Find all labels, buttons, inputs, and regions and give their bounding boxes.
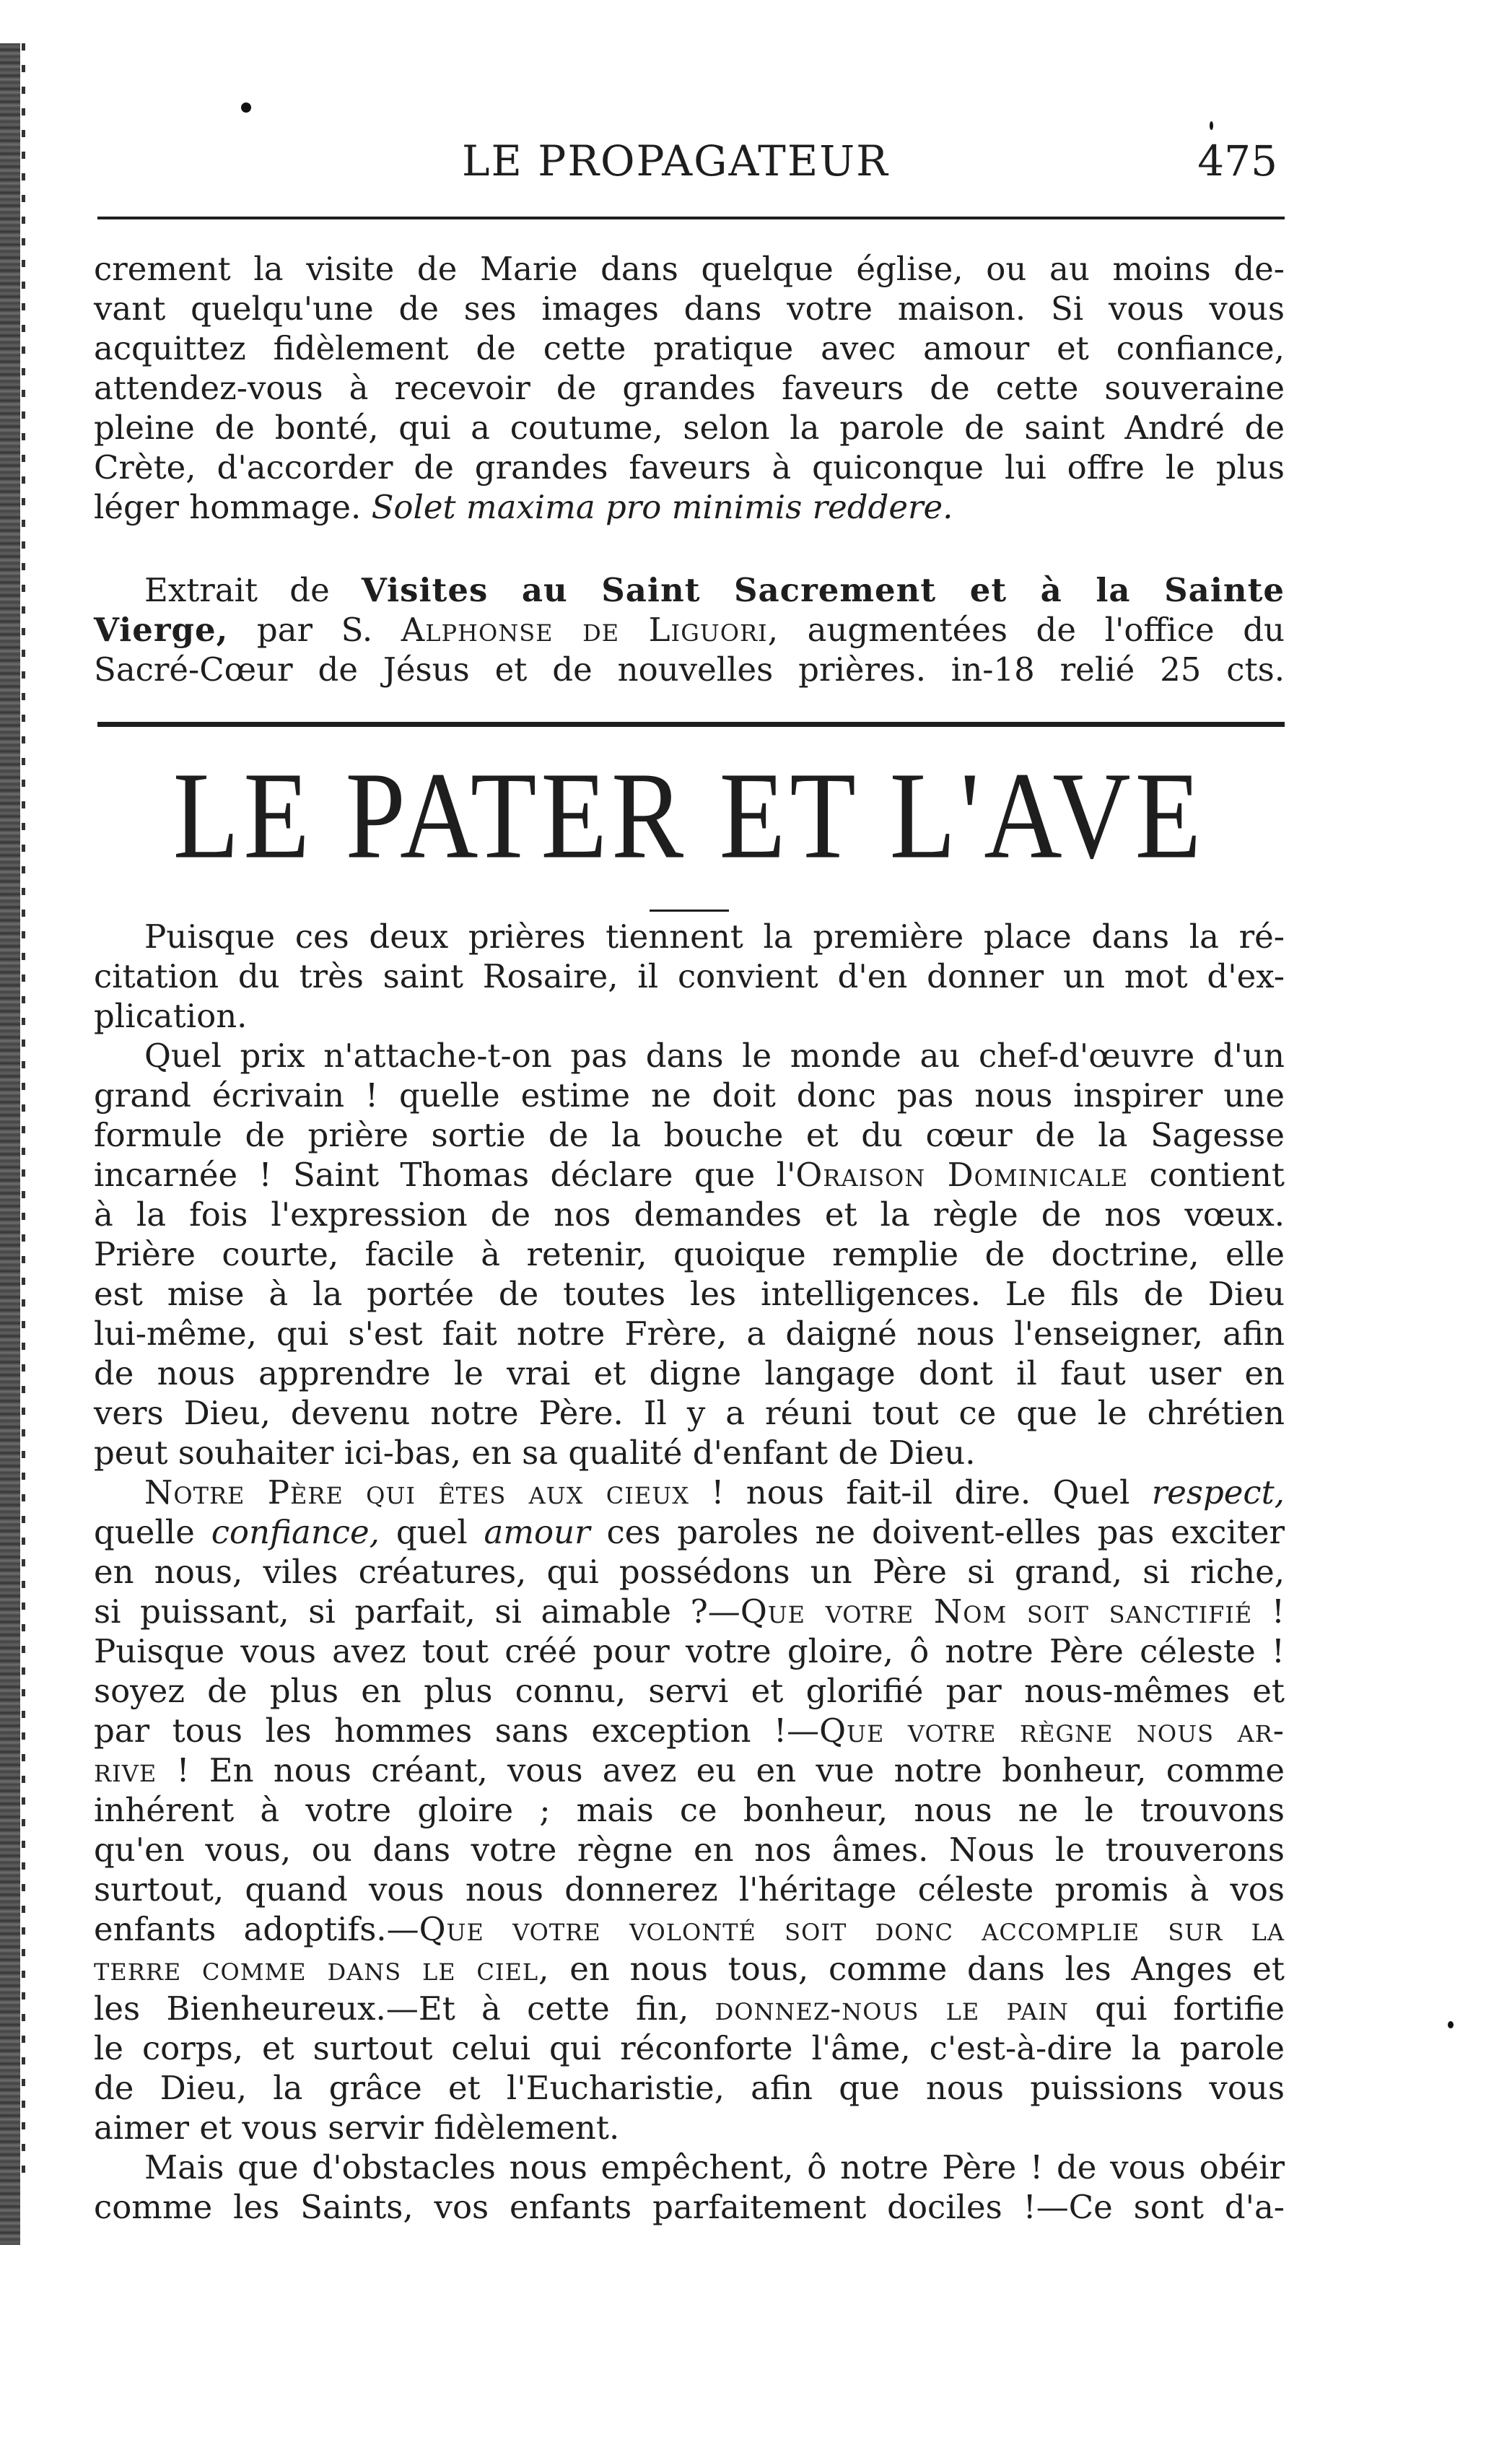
text-line: de nous apprendre le vrai et digne langage dont il faut user en — [94, 1354, 1285, 1392]
intro-paragraph — [94, 249, 1285, 527]
text-span: en nous tous, comme dans les Anges et — [549, 1950, 1285, 1988]
text-span: ! nous fait-il dire. Quel — [689, 1473, 1152, 1512]
text-line: peut souhaiter ici-bas, en sa qualité d'enfant de Dieu. — [94, 1434, 976, 1472]
text-span: augmentées de l'office du — [779, 611, 1285, 649]
text-span: Extrait de — [144, 571, 362, 609]
text-line: Prière courte, facile à retenir, quoique remplie de doctrine, elle — [94, 1235, 1285, 1273]
page-number: 475 — [1197, 136, 1277, 186]
text-line: grand écrivain ! quelle estime ne doit donc pas nous inspirer une — [94, 1076, 1285, 1115]
text-line: est mise à la portée de toutes les intelligences. Le fils de Dieu — [94, 1275, 1285, 1313]
text-span: ! — [1252, 1592, 1285, 1631]
text-line: lui-même, qui s'est fait notre Frère, a daigné nous l'enseigner, afin — [94, 1314, 1285, 1353]
text-line: attendez-vous à recevoir de grandes faveurs de cette souveraine — [94, 369, 1285, 407]
text-line: plication. — [94, 997, 248, 1035]
text-span: si puissant, si parfait, si aimable ?— — [94, 1592, 740, 1631]
text-line: crement la visite de Marie dans quelque église, ou au moins de- — [94, 250, 1285, 288]
book-title: Visites au Saint Sacrement et à la Sainte — [361, 571, 1285, 609]
smallcaps-span: rive — [94, 1751, 157, 1789]
text-line — [94, 1711, 1285, 1750]
text-line: vant quelqu'une de ses images dans votre maison. Si vous vous — [94, 289, 1285, 328]
text-span: les Bienheureux.—Et à cette fin, — [94, 1989, 715, 2028]
text-span: incarnée ! Saint Thomas déclare que l' — [94, 1156, 796, 1194]
ink-speck — [241, 103, 251, 113]
text-line: qu'en vous, ou dans votre règne en nos âmes. Nous le trouverons — [94, 1831, 1285, 1869]
text-line: Crète, d'accorder de grandes faveurs à quiconque lui offre le plus — [94, 448, 1285, 487]
text-span: qui fortifie — [1068, 1989, 1285, 2028]
italic-span: confiance, — [211, 1513, 380, 1551]
text-line — [94, 1989, 1285, 2028]
text-span: ! En nous créant, vous avez eu en vue notre bonheur, comme — [157, 1751, 1285, 1789]
text-line — [94, 1473, 1285, 1512]
italic-span: amour — [484, 1513, 590, 1551]
text-line — [94, 610, 1285, 650]
author-name: Alphonse de Liguori, — [401, 611, 779, 649]
article-body — [94, 917, 1285, 2227]
text-line — [94, 1949, 1285, 1989]
text-span: ces paroles ne doivent-elles pas exciter — [590, 1513, 1285, 1551]
text-span: par S. — [228, 611, 401, 649]
section-rule — [97, 722, 1285, 727]
binding-edge — [22, 43, 25, 2173]
text-line: citation du très saint Rosaire, il convient d'en donner un mot d'ex- — [94, 957, 1285, 995]
latin-quote: Solet maxima pro minimis reddere. — [371, 488, 953, 526]
text-line: soyez de plus en plus connu, servi et glorifié par nous-mêmes et — [94, 1672, 1285, 1710]
text-line: Mais que d'obstacles nous empêchent, ô notre Père ! de vous obéir — [144, 2148, 1285, 2186]
text-span: contient — [1128, 1156, 1285, 1194]
smallcaps-span: Que votre Nom soit sanctifié — [740, 1592, 1253, 1631]
smallcaps-span: terre comme dans le ciel, — [94, 1950, 550, 1988]
text-span: par tous les hommes sans exception !— — [94, 1711, 820, 1750]
italic-span: respect, — [1151, 1473, 1285, 1512]
smallcaps-span: Que votre règne nous ar- — [819, 1711, 1285, 1750]
text-line: le corps, et surtout celui qui réconforte l'âme, c'est-à-dire la parole — [94, 2029, 1285, 2067]
text-span: enfants adoptifs.— — [94, 1910, 419, 1948]
text-line: pleine de bonté, qui a coutume, selon la parole de saint André de — [94, 409, 1285, 447]
text-line: en nous, viles créatures, qui possédons un Père si grand, si riche, — [94, 1553, 1285, 1591]
text-line: vers Dieu, devenu notre Père. Il y a réuni tout ce que le chrétien — [94, 1394, 1285, 1432]
text-span: quel — [379, 1513, 484, 1551]
running-head — [0, 128, 1512, 193]
article-title: LE PATER ET L'AVE — [172, 746, 1206, 885]
text-line — [94, 1750, 1285, 1790]
running-head-title: LE PROPAGATEUR — [462, 136, 889, 186]
text-line — [94, 487, 1285, 527]
text-span: léger hommage. — [94, 488, 372, 526]
header-rule — [97, 217, 1285, 219]
title-underline — [650, 910, 729, 912]
text-line — [94, 1592, 1285, 1631]
text-line: acquittez fidèlement de cette pratique avec amour et confiance, — [94, 329, 1285, 367]
smallcaps-span: Notre Père qui êtes aux cieux — [144, 1473, 690, 1512]
text-line: de Dieu, la grâce et l'Eucharistie, afin que nous puissions vous — [94, 2069, 1285, 2107]
binding-shadow — [0, 43, 20, 2245]
text-line: Puisque vous avez tout créé pour votre gloire, ô notre Père céleste ! — [94, 1632, 1285, 1670]
text-line: Puisque ces deux prières tiennent la première place dans la ré- — [144, 917, 1285, 956]
text-line: formule de prière sortie de la bouche et du cœur de la Sagesse — [94, 1116, 1285, 1154]
text-span: quelle — [94, 1513, 211, 1551]
book-title-cont: Vierge, — [94, 611, 229, 649]
smallcaps-span: Oraison Dominicale — [795, 1156, 1129, 1194]
text-line — [94, 1512, 1285, 1552]
text-line: Quel prix n'attache-t-on pas dans le monde au chef-d'œuvre d'un — [144, 1037, 1285, 1075]
text-line: inhérent à votre gloire ; mais ce bonheur, nous ne le trouvons — [94, 1791, 1285, 1829]
extract-notice — [94, 570, 1285, 689]
text-line: aimer et vous servir fidèlement. — [94, 2109, 620, 2147]
text-line — [94, 1155, 1285, 1195]
ink-speck — [1448, 2021, 1454, 2028]
text-line: à la fois l'expression de nos demandes et la règle de nos vœux. — [94, 1195, 1285, 1234]
text-line — [94, 1909, 1285, 1949]
text-line: surtout, quand vous nous donnerez l'héritage céleste promis à vos — [94, 1870, 1285, 1909]
smallcaps-span: Que votre volonté soit donc accomplie sur la — [419, 1910, 1285, 1948]
text-line: comme les Saints, vos enfants parfaitement dociles !—Ce sont d'a- — [94, 2188, 1285, 2226]
smallcaps-span: donnez-nous le pain — [715, 1989, 1069, 2028]
text-line — [94, 570, 1285, 610]
text-line: Sacré-Cœur de Jésus et de nouvelles prières. in-18 relié 25 cts. — [94, 650, 1285, 689]
